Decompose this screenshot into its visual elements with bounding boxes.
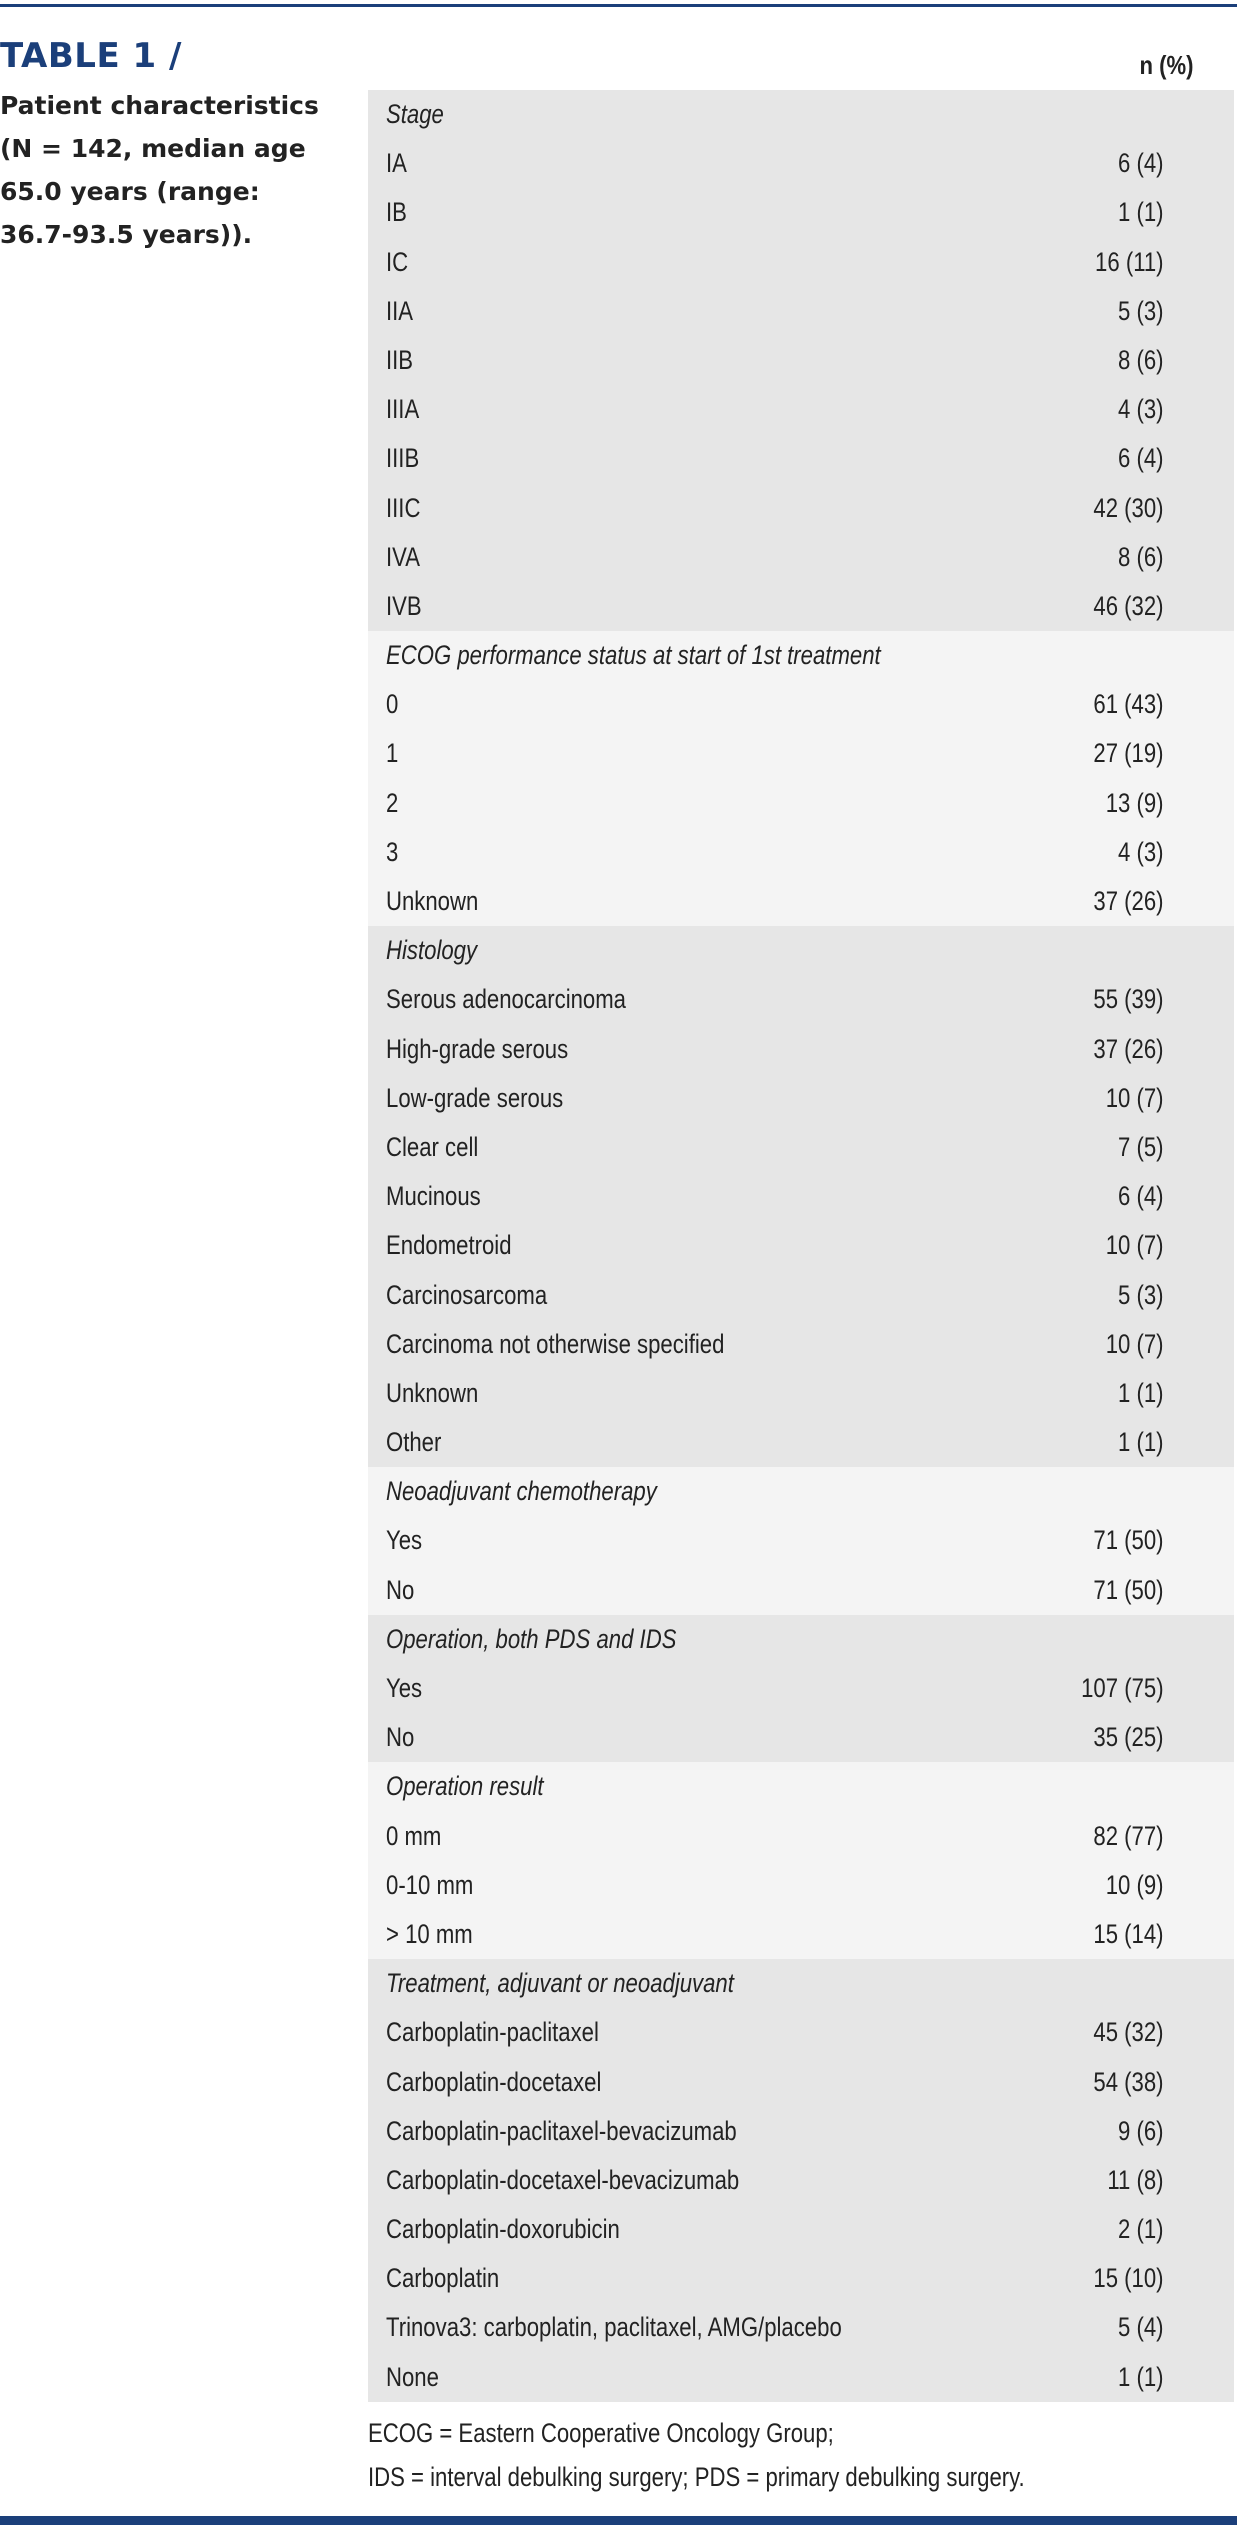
- table-title: TABLE 1 /: [0, 36, 182, 76]
- row-value: 10 (9): [1106, 1869, 1164, 1900]
- group-title: Stage: [386, 99, 444, 129]
- table-row: [368, 139, 1234, 188]
- row-label: 0: [386, 689, 399, 720]
- caption-line: (N = 142, median age: [0, 134, 306, 163]
- group-header-row: [368, 1959, 1234, 2008]
- row-label: IB: [386, 197, 407, 228]
- row-value: 7 (5): [1118, 1131, 1164, 1162]
- group-title: Operation result: [386, 1771, 544, 1802]
- table-description: [0, 84, 330, 256]
- row-label: IIB: [386, 344, 414, 375]
- table-row: [368, 680, 1234, 729]
- row-label: Serous adenocarcinoma: [386, 984, 627, 1015]
- group-header-row: [368, 631, 1234, 680]
- table-row: [368, 877, 1234, 926]
- table-row: [368, 779, 1234, 828]
- patient-characteristics-table: [368, 46, 1234, 2402]
- row-label: Unknown: [386, 886, 479, 916]
- row-value: 27 (19): [1093, 738, 1164, 769]
- table-row: [368, 1566, 1234, 1615]
- row-value: 2 (1): [1118, 2214, 1164, 2245]
- row-value: 61 (43): [1093, 689, 1164, 720]
- row-value: 37 (26): [1093, 886, 1164, 916]
- table-row: [368, 1910, 1234, 1959]
- row-label: Carboplatin-doxorubicin: [386, 2214, 620, 2245]
- row-label: Carboplatin: [386, 2263, 500, 2294]
- row-value: 45 (32): [1093, 2017, 1164, 2048]
- table-group: [368, 90, 1234, 631]
- row-label: Yes: [386, 1673, 423, 1703]
- row-value: 16 (11): [1095, 246, 1164, 277]
- row-label: Carcinoma not otherwise specified: [386, 1328, 725, 1359]
- table-row: [368, 1812, 1234, 1861]
- caption-line: 36.7-93.5 years)).: [0, 220, 253, 249]
- table-row: [368, 434, 1234, 483]
- table-row: [368, 2058, 1234, 2107]
- row-value: 13 (9): [1106, 787, 1164, 818]
- footnote-line: IDS = interval debulking surgery; PDS = primary debulking surgery.: [368, 2462, 1025, 2492]
- row-label: IIA: [386, 295, 414, 326]
- caption-line: 65.0 years (range:: [0, 177, 260, 206]
- row-label: IVA: [386, 541, 421, 572]
- group-title: Treatment, adjuvant or neoadjuvant: [386, 1968, 734, 1999]
- row-value: 82 (77): [1093, 1820, 1164, 1851]
- table-row: [368, 1664, 1234, 1713]
- table-row: [368, 2008, 1234, 2057]
- row-value: 10 (7): [1106, 1328, 1164, 1359]
- table-row: [368, 582, 1234, 631]
- table-row: [368, 1074, 1234, 1123]
- row-value: 5 (3): [1118, 1279, 1164, 1310]
- footnote-line: ECOG = Eastern Cooperative Oncology Group;: [368, 2418, 834, 2448]
- table-row: [368, 1172, 1234, 1221]
- table-row: [368, 2107, 1234, 2156]
- table-row: [368, 385, 1234, 434]
- row-value: 15 (10): [1093, 2263, 1164, 2294]
- row-value: 5 (3): [1118, 295, 1164, 326]
- row-label: Mucinous: [386, 1181, 481, 1212]
- row-value: 8 (6): [1118, 344, 1164, 375]
- group-title: ECOG performance status at start of 1st treatment: [386, 640, 881, 671]
- row-value: 107 (75): [1081, 1673, 1164, 1703]
- table-row: [368, 1418, 1234, 1467]
- row-value: 71 (50): [1093, 1574, 1164, 1605]
- top-rule: [0, 4, 1237, 7]
- table-row: [368, 336, 1234, 385]
- row-label: Yes: [386, 1525, 423, 1556]
- bottom-rule: [0, 2516, 1237, 2525]
- row-value: 55 (39): [1093, 984, 1164, 1015]
- row-value: 1 (1): [1118, 197, 1164, 228]
- row-label: Other: [386, 1427, 442, 1458]
- row-label: 0-10 mm: [386, 1869, 474, 1900]
- table-header-row: [368, 46, 1234, 90]
- table-group: [368, 926, 1234, 1467]
- row-label: > 10 mm: [386, 1918, 473, 1949]
- row-label: 2: [386, 787, 399, 818]
- row-label: IIIA: [386, 394, 420, 425]
- row-value: 10 (7): [1106, 1230, 1164, 1261]
- row-label: IIIB: [386, 443, 420, 474]
- table-row: [368, 1516, 1234, 1565]
- row-label: IVB: [386, 590, 422, 621]
- row-label: No: [386, 1722, 415, 1753]
- row-label: 0 mm: [386, 1820, 442, 1851]
- row-label: Trinova3: carboplatin, paclitaxel, AMG/placebo: [386, 2312, 842, 2343]
- row-value: 1 (1): [1118, 2361, 1164, 2392]
- table-row: [368, 2156, 1234, 2205]
- row-value: 11 (8): [1107, 2164, 1164, 2195]
- row-value: 8 (6): [1118, 541, 1164, 572]
- table-row: [368, 1713, 1234, 1762]
- table-row: [368, 484, 1234, 533]
- row-value: 6 (4): [1118, 148, 1164, 179]
- table-row: [368, 2254, 1234, 2303]
- table-row: [368, 828, 1234, 877]
- row-label: IIIC: [386, 492, 421, 523]
- row-label: Unknown: [386, 1377, 479, 1408]
- row-value: 37 (26): [1093, 1033, 1164, 1064]
- group-title: Operation, both PDS and IDS: [386, 1623, 677, 1654]
- row-value: 5 (4): [1118, 2312, 1164, 2343]
- row-label: Endometroid: [386, 1230, 512, 1261]
- row-label: High-grade serous: [386, 1033, 569, 1064]
- table-row: [368, 1271, 1234, 1320]
- table-row: [368, 2303, 1234, 2352]
- caption-line: Patient characteristics: [0, 91, 319, 120]
- table-row: [368, 1123, 1234, 1172]
- table-row: [368, 533, 1234, 582]
- table-row: [368, 2353, 1234, 2402]
- row-label: Clear cell: [386, 1131, 479, 1162]
- table-group: [368, 1762, 1234, 1959]
- row-value: 35 (25): [1093, 1722, 1164, 1753]
- table-row: [368, 1861, 1234, 1910]
- group-header-row: [368, 1615, 1234, 1664]
- table-row: [368, 287, 1234, 336]
- table-footnote: [368, 2411, 1234, 2499]
- row-value: 54 (38): [1093, 2066, 1164, 2097]
- column-header-n-percent: n (%): [1139, 50, 1194, 80]
- row-value: 15 (14): [1093, 1918, 1164, 1949]
- table-body: [368, 90, 1234, 2402]
- table-row: [368, 975, 1234, 1024]
- table-row: [368, 1369, 1234, 1418]
- group-header-row: [368, 1762, 1234, 1811]
- table-group: [368, 1467, 1234, 1615]
- table-row: [368, 1025, 1234, 1074]
- row-label: Carboplatin-docetaxel: [386, 2066, 602, 2097]
- row-label: None: [386, 2361, 439, 2392]
- row-value: 1 (1): [1118, 1377, 1164, 1408]
- row-label: Carboplatin-paclitaxel-bevacizumab: [386, 2115, 737, 2146]
- table-caption: [0, 36, 330, 256]
- table-group: [368, 1615, 1234, 1763]
- row-label: No: [386, 1574, 415, 1605]
- group-header-row: [368, 1467, 1234, 1516]
- table-row: [368, 2205, 1234, 2254]
- row-value: 1 (1): [1118, 1427, 1164, 1458]
- row-label: 1: [386, 738, 399, 769]
- row-label: IA: [386, 148, 407, 179]
- row-label: Carboplatin-paclitaxel: [386, 2017, 599, 2048]
- row-value: 10 (7): [1106, 1082, 1164, 1113]
- row-value: 6 (4): [1118, 443, 1164, 474]
- row-value: 4 (3): [1118, 836, 1164, 867]
- table-row: [368, 188, 1234, 237]
- row-label: Low-grade serous: [386, 1082, 564, 1113]
- row-value: 6 (4): [1118, 1181, 1164, 1212]
- table-row: [368, 1320, 1234, 1369]
- table-group: [368, 631, 1234, 926]
- table-row: [368, 238, 1234, 287]
- row-value: 46 (32): [1093, 590, 1164, 621]
- row-value: 9 (6): [1118, 2115, 1164, 2146]
- row-label: IC: [386, 246, 409, 277]
- group-header-row: [368, 926, 1234, 975]
- table-row: [368, 729, 1234, 778]
- row-value: 71 (50): [1093, 1525, 1164, 1556]
- table-group: [368, 1959, 1234, 2402]
- table-row: [368, 1221, 1234, 1270]
- group-title: Histology: [386, 935, 478, 966]
- row-value: 4 (3): [1118, 394, 1164, 425]
- group-title: Neoadjuvant chemotherapy: [386, 1476, 657, 1507]
- group-header-row: [368, 90, 1234, 139]
- row-value: 42 (30): [1093, 492, 1164, 523]
- row-label: 3: [386, 836, 399, 867]
- row-label: Carcinosarcoma: [386, 1279, 548, 1310]
- row-label: Carboplatin-docetaxel-bevacizumab: [386, 2164, 740, 2195]
